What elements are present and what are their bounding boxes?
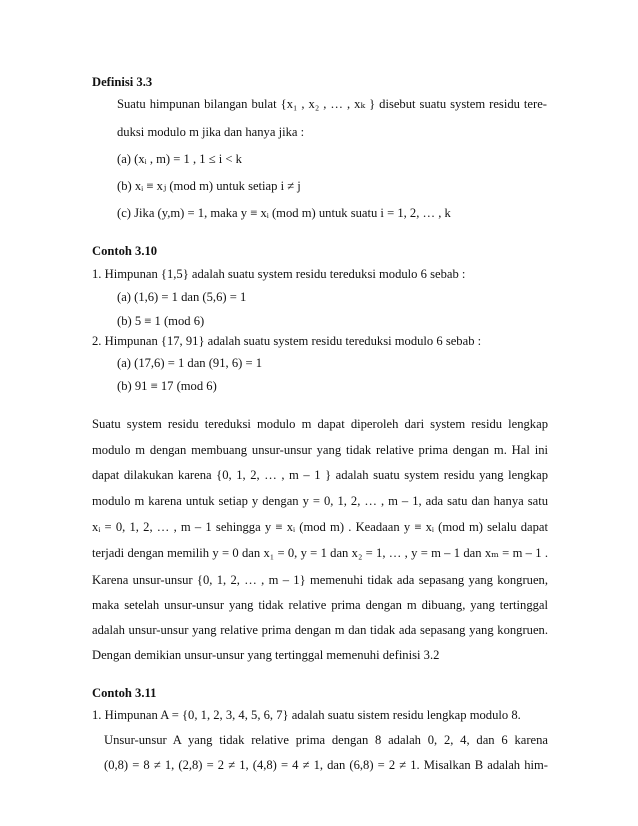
example-3-10-title: Contoh 3.10 (92, 244, 158, 258)
example-3-10-line-4: 2. Himpunan {17, 91} adalah suatu system residu tereduksi modulo 6 sebab : (92, 334, 482, 348)
example-3-11-line-3: (0,8) = 8 ≠ 1, (2,8) = 2 ≠ 1, (4,8) = 4 ≠ 1, dan (6,8) = 2 ≠ 1. Misalkan B adalah him- (104, 758, 548, 772)
example-3-10-line-3: (b) 5 ≡ 1 (mod 6) (117, 314, 205, 328)
definition-line-4: (b) xᵢ ≡ xⱼ (mod m) untuk setiap i ≠ j (117, 179, 301, 193)
paragraph-line-8: maka setelah unsur-unsur yang tidak relative prima dengan m dibuang, yang tertinggal (92, 598, 548, 612)
paragraph-line-10: Dengan demikian unsur-unsur yang tertinggal memenuhi definisi 3.2 (92, 648, 440, 662)
example-3-11-line-2: Unsur-unsur A yang tidak relative prima dengan 8 adalah 0, 2, 4, dan 6 karena (104, 733, 548, 747)
example-3-11-line-1: 1. Himpunan A = {0, 1, 2, 3, 4, 5, 6, 7} adalah suatu sistem residu lengkap modulo 8. (92, 708, 521, 722)
paragraph-line-3: dapat dilakukan karena {0, 1, 2, … , m – 1 } adalah suatu system residu yang lengkap (92, 468, 548, 482)
example-3-10-line-2: (a) (1,6) = 1 dan (5,6) = 1 (117, 290, 247, 304)
definition-line-5: (c) Jika (y,m) = 1, maka y ≡ xᵢ (mod m) untuk suatu i = 1, 2, … , k (117, 206, 451, 220)
example-3-10-line-6: (b) 91 ≡ 17 (mod 6) (117, 379, 217, 393)
example-3-10-line-5: (a) (17,6) = 1 dan (91, 6) = 1 (117, 356, 263, 370)
paragraph-line-7: Karena unsur-unsur {0, 1, 2, … , m – 1} memenuhi tidak ada sepasang yang kongruen, (92, 573, 548, 587)
definition-title: Definisi 3.3 (92, 75, 153, 89)
definition-line-2: duksi modulo m jika dan hanya jika : (117, 125, 305, 139)
example-3-10-line-1: 1. Himpunan {1,5} adalah suatu system residu tereduksi modulo 6 sebab : (92, 267, 466, 281)
paragraph-line-5: xᵢ = 0, 1, 2, … , m – 1 sehingga y ≡ xᵢ (mod m) . Keadaan y ≡ xᵢ (mod m) selalu dapat (92, 520, 548, 534)
paragraph-line-6: terjadi dengan memilih y = 0 dan x₁ = 0, y = 1 dan x₂ = 1, … , y = m – 1 dan xₘ = m – 1 . (92, 546, 548, 560)
example-3-11-title: Contoh 3.11 (92, 686, 157, 700)
paragraph-line-9: adalah unsur-unsur yang relative prima dengan m dan tidak ada sepasang yang kongruen. (92, 623, 548, 637)
definition-line-3: (a) (xᵢ , m) = 1 , 1 ≤ i < k (117, 152, 242, 166)
paragraph-line-1: Suatu system residu tereduksi modulo m dapat diperoleh dari system residu lengkap (92, 417, 548, 431)
paragraph-line-2: modulo m dengan membuang unsur-unsur yang tidak relative prima dengan m. Hal ini (92, 443, 548, 457)
definition-line-1: Suatu himpunan bilangan bulat {x₁ , x₂ , … , xₖ } disebut suatu system residu tere- (117, 97, 547, 111)
paragraph-line-4: modulo m karena untuk setiap y dengan y = 0, 1, 2, … , m – 1, ada satu dan hanya satu (92, 494, 548, 508)
